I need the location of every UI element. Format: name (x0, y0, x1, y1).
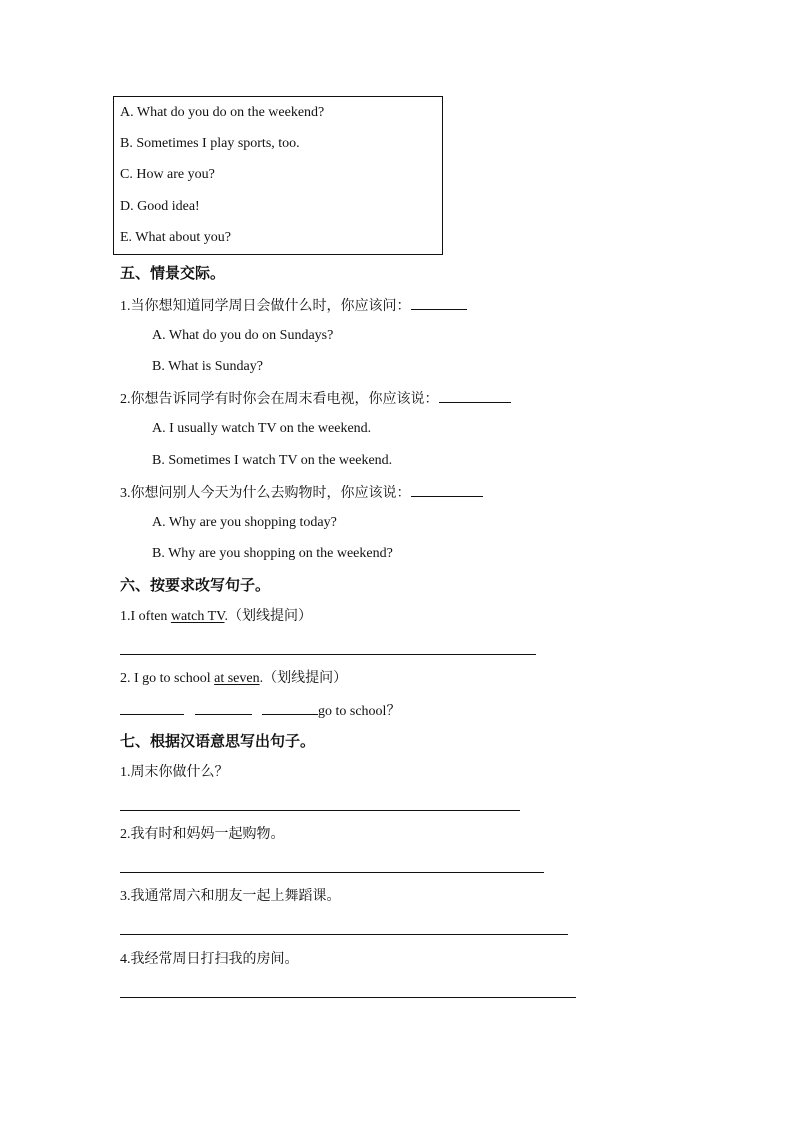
s6-q2-blank-2[interactable] (195, 701, 252, 715)
s5-q3-blank[interactable] (411, 483, 483, 497)
s6-q2-pre: 2. I go to school (120, 671, 215, 686)
option-c: C. How are you? (120, 167, 215, 182)
s6-q2-blank-3[interactable] (262, 701, 318, 715)
s7-q2-answer-line[interactable] (120, 872, 544, 873)
s6-q1-answer-line[interactable] (120, 654, 536, 655)
option-a: A. What do you do on the weekend? (120, 105, 325, 120)
s5-q2-option-a: A. I usually watch TV on the weekend. (152, 421, 372, 436)
s7-q1: 1.周末你做什么？ (120, 765, 229, 780)
s5-q1-option-b: B. What is Sunday? (152, 359, 263, 374)
s6-q1-pre: 1.I often (120, 609, 171, 624)
s6-q2 (120, 670, 347, 688)
s6-q1-underlined: watch TV (170, 609, 225, 624)
option-b: B. Sometimes I play sports, too. (120, 136, 300, 151)
s5-q1 (120, 296, 467, 316)
option-d: D. Good idea! (120, 199, 200, 214)
s5-q1-text: 1.当你想知道同学周日会做什么时，你应该问： (120, 299, 411, 314)
s5-q3-option-b: B. Why are you shopping on the weekend? (152, 546, 393, 561)
s6-q1-post: .（划线提问） (224, 609, 312, 624)
s6-q2-post: .（划线提问） (259, 671, 348, 686)
s7-q1-answer-line[interactable] (120, 810, 520, 811)
section7-title: 七、根据汉语意思写出句子。 (120, 732, 316, 750)
s5-q3 (120, 483, 483, 503)
s5-q3-option-a: A. Why are you shopping today? (152, 515, 337, 530)
s7-q3-answer-line[interactable] (120, 934, 568, 935)
s5-q1-option-a: A. What do you do on Sundays? (152, 328, 334, 343)
s7-q2: 2.我有时和妈妈一起购物。 (120, 827, 285, 842)
s6-q2-blank-1[interactable] (120, 701, 184, 715)
s7-q4-answer-line[interactable] (120, 997, 576, 998)
s5-q2-option-b: B. Sometimes I watch TV on the weekend. (152, 453, 393, 468)
s7-q3: 3.我通常周六和朋友一起上舞蹈课。 (120, 889, 341, 904)
s5-q2-blank[interactable] (439, 389, 511, 403)
section6-title: 六、按要求改写句子。 (120, 576, 271, 594)
s5-q2-text: 2.你想告诉同学有时你会在周末看电视，你应该说： (120, 392, 439, 407)
s6-q2-answer (120, 701, 400, 721)
s5-q3-text: 3.你想问别人今天为什么去购物时，你应该说： (120, 486, 411, 501)
s6-q2-tail: go to school？ (318, 704, 401, 719)
section5-title: 五、情景交际。 (120, 264, 226, 282)
s5-q2 (120, 389, 511, 409)
s6-q2-underlined: at seven (214, 671, 260, 686)
option-e: E. What about you? (120, 230, 231, 245)
s6-q1 (120, 608, 312, 626)
s5-q1-blank[interactable] (411, 296, 467, 310)
s7-q4: 4.我经常周日打扫我的房间。 (120, 952, 299, 967)
